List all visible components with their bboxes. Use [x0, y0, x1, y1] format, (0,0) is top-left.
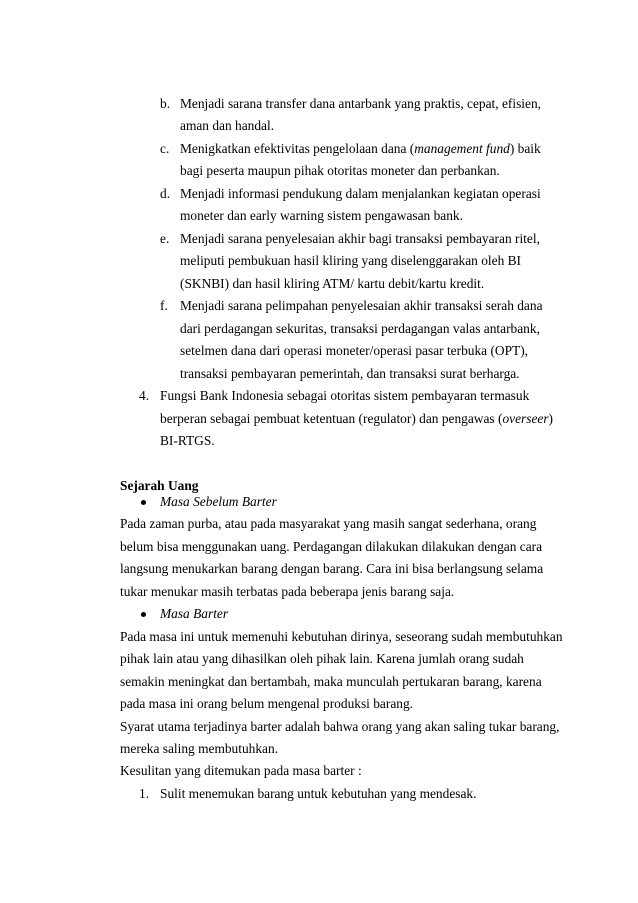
bullet-dot	[141, 612, 146, 617]
list-item-e-line-2: meliputi pembukuan hasil kliring yang diselenggarakan oleh BI	[180, 253, 522, 268]
list-marker-4: 4.	[139, 388, 150, 403]
list-item-d-line-1: Menjadi informasi pendukung dalam menjalankan kegiatan operasi	[180, 186, 541, 201]
list-item-f-line-4: transaksi pembayaran pemerintah, dan transaksi surat berharga.	[180, 366, 520, 381]
list-item-e-line-3: (SKNBI) dan hasil kliring ATM/ kartu debit/kartu kredit.	[180, 276, 485, 291]
text-run: Menigkatkan efektivitas pengelolaan dana (	[180, 141, 415, 156]
list-marker-b: b.	[160, 96, 171, 111]
list-marker-f: f.	[160, 298, 168, 313]
list-item-f-line-3: setelmen dana dari operasi moneter/operasi pasar terbuka (OPT),	[180, 343, 529, 358]
list-item-c-line-1	[180, 141, 541, 157]
list-item-c-line-2: bagi peserta maupun pihak otoritas moneter dan perbankan.	[180, 163, 500, 178]
section-title	[120, 478, 199, 494]
list-marker-c: c.	[160, 141, 170, 156]
paragraph-1-line-3: langsung menukarkan barang dengan barang. Cara ini bisa berlangsung selama	[120, 561, 544, 576]
bullet-heading-2-text: Masa Barter	[160, 606, 229, 621]
list-marker-d: d.	[160, 186, 171, 201]
list-marker-e: e.	[160, 231, 170, 246]
list-marker-1: 1.	[139, 786, 150, 801]
paragraph-2-line-4: pada masa ini orang belum mengenal produksi barang.	[120, 696, 414, 711]
list-item-1-text: Sulit menemukan barang untuk kebutuhan yang mendesak.	[160, 786, 477, 801]
paragraph-2-line-7: Kesulitan yang ditemukan pada masa barter :	[120, 763, 362, 778]
list-item-4-line-1: Fungsi Bank Indonesia sebagai otoritas sistem pembayaran termasuk	[160, 388, 530, 403]
list-item-f-line-1: Menjadi sarana pelimpahan penyelesaian akhir transaksi serah dana	[180, 298, 543, 313]
paragraph-1-line-4: tukar menukar masih terbatas pada beberapa jenis barang saja.	[120, 584, 455, 599]
list-item-d-line-2: moneter dan early warning sistem pengawasan bank.	[180, 208, 463, 223]
paragraph-1-line-2: belum bisa menggunakan uang. Perdagangan dilakukan dilakukan dengan cara	[120, 539, 543, 554]
paragraph-1-line-1: Pada zaman purba, atau pada masyarakat yang masih sangat sederhana, orang	[120, 516, 537, 531]
emphasis-text: overseer	[502, 411, 549, 426]
paragraph-2-line-5: Syarat utama terjadinya barter adalah bahwa orang yang akan saling tukar barang,	[120, 719, 560, 734]
list-item-f-line-2: dari perdagangan sekuritas, transaksi perdagangan valas antarbank,	[180, 321, 540, 336]
paragraph-2-line-6: mereka saling membutuhkan.	[120, 741, 279, 756]
paragraph-2-line-3: semakin meningkat dan bertambah, maka munculah pertukaran barang, karena	[120, 674, 542, 689]
text-run: )	[548, 411, 554, 426]
text-run: berperan sebagai pembuat ketentuan (regulator) dan pengawas (	[160, 411, 503, 426]
paragraph-2-line-2: pihak lain atau yang dihasilkan oleh pihak lain. Karena jumlah orang sudah	[120, 651, 524, 666]
list-item-e-line-1: Menjadi sarana penyelesaian akhir bagi transaksi pembayaran ritel,	[180, 231, 540, 246]
bullet-heading-1	[160, 494, 277, 510]
bullet-heading-2	[160, 606, 228, 622]
list-item-b-line-1: Menjadi sarana transfer dana antarbank yang praktis, cepat, efisien,	[180, 96, 542, 111]
paragraph-2-line-1: Pada masa ini untuk memenuhi kebutuhan dirinya, seseorang sudah membutuhkan	[120, 629, 563, 644]
list-item-4-line-3: BI-RTGS.	[160, 433, 215, 448]
text-run: ) baik	[509, 141, 541, 156]
bullet-heading-1-text: Masa Sebelum Barter	[160, 494, 277, 509]
bullet-dot	[141, 500, 146, 505]
list-item-4-line-2	[160, 411, 553, 427]
list-item-b-line-2: aman dan handal.	[180, 118, 275, 133]
section-title-text: Sejarah Uang	[120, 478, 199, 493]
emphasis-text: management fund	[414, 141, 510, 156]
